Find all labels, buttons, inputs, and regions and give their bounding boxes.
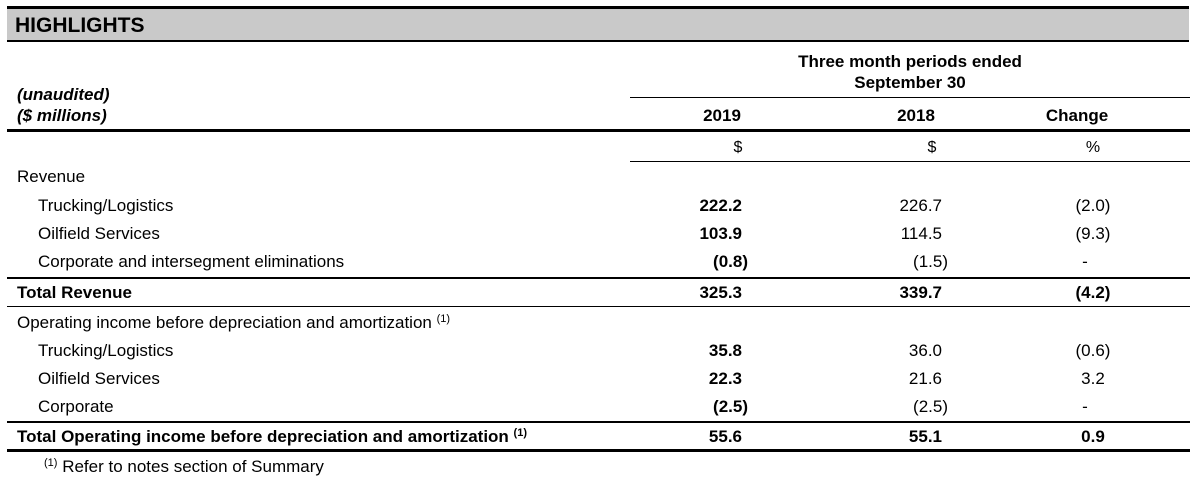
- value-trucking-revenue-2018: 226.7: [899, 196, 942, 215]
- value-oilfield-revenue-change: (9.3): [1075, 224, 1111, 243]
- value-total-oi-change: 0.9: [1081, 427, 1105, 446]
- row-label-corporate-oi: Corporate: [38, 397, 114, 416]
- value-corporate-oi-change: -: [1082, 397, 1088, 416]
- currency-change: %: [1085, 139, 1101, 156]
- table-bottom-rule: [7, 449, 1190, 452]
- value-oilfield-revenue-2018: 114.5: [900, 224, 942, 243]
- value-oilfield-revenue-2019: 103.9: [699, 224, 742, 243]
- row-label-trucking-oi: Trucking/Logistics: [38, 341, 174, 360]
- row-label-total-revenue: Total Revenue: [17, 283, 132, 302]
- column-header-2018: 2018: [897, 106, 935, 125]
- value-corporate-oi-2018: (2.5): [913, 397, 948, 416]
- operating-income-text: Operating income before depreciation and amortization: [17, 313, 432, 332]
- value-oilfield-oi-2019: 22.3: [708, 369, 742, 388]
- footnote-marker: (1): [44, 457, 58, 469]
- value-trucking-revenue-2019: 222.2: [699, 196, 742, 215]
- section-title-bar: [7, 6, 1189, 42]
- row-label-operating-income: [17, 313, 450, 333]
- value-trucking-revenue-change: (2.0): [1075, 196, 1111, 215]
- footnote-text: Refer to notes section of Summary: [62, 457, 324, 476]
- period-header-line-2: September 30: [854, 73, 966, 92]
- section-title: HIGHLIGHTS: [15, 14, 145, 37]
- currency-2018: $: [927, 139, 937, 156]
- value-trucking-oi-change: (0.6): [1075, 341, 1111, 360]
- value-oilfield-oi-change: 3.2: [1081, 369, 1105, 388]
- value-total-oi-2019: 55.6: [708, 427, 742, 446]
- unaudited-label: (unaudited): [17, 85, 110, 104]
- value-trucking-oi-2018: 36.0: [908, 341, 942, 360]
- period-header-line-1: Three month periods ended: [798, 52, 1022, 71]
- footnote: [44, 457, 324, 477]
- value-oilfield-oi-2018: 21.6: [908, 369, 942, 388]
- value-corporate-eliminations-2019: (0.8): [713, 252, 748, 271]
- currency-rule: [630, 161, 1190, 162]
- row-label-total-oi: [17, 427, 527, 447]
- total-revenue-bottom-rule: [7, 306, 1190, 307]
- total-oi-footnote-ref: (1): [513, 427, 527, 439]
- total-oi-text: Total Operating income before depreciation and amortization: [17, 427, 509, 446]
- period-header-rule: [630, 97, 1190, 98]
- value-total-oi-2018: 55.1: [908, 427, 942, 446]
- column-header-change: Change: [1045, 106, 1109, 125]
- value-trucking-oi-2019: 35.8: [708, 341, 742, 360]
- value-total-revenue-change: (4.2): [1075, 283, 1111, 302]
- value-corporate-oi-2019: (2.5): [713, 397, 748, 416]
- row-label-corporate-eliminations: Corporate and intersegment eliminations: [38, 252, 345, 271]
- operating-income-footnote-ref: (1): [436, 313, 451, 325]
- total-revenue-top-rule: [7, 277, 1190, 279]
- row-label-revenue: Revenue: [17, 167, 86, 186]
- value-total-revenue-2018: 339.7: [899, 283, 942, 302]
- currency-2019: $: [733, 139, 743, 156]
- row-label-oilfield-oi: Oilfield Services: [38, 369, 160, 388]
- value-corporate-eliminations-change: -: [1082, 252, 1088, 271]
- row-label-trucking-revenue: Trucking/Logistics: [38, 196, 174, 215]
- total-oi-top-rule: [7, 421, 1190, 423]
- value-total-revenue-2019: 325.3: [699, 283, 742, 302]
- value-corporate-eliminations-2018: (1.5): [913, 252, 948, 271]
- units-label: ($ millions): [17, 106, 107, 125]
- row-label-oilfield-revenue: Oilfield Services: [38, 224, 160, 243]
- header-bottom-rule: [7, 129, 1190, 132]
- column-header-2019: 2019: [703, 106, 741, 125]
